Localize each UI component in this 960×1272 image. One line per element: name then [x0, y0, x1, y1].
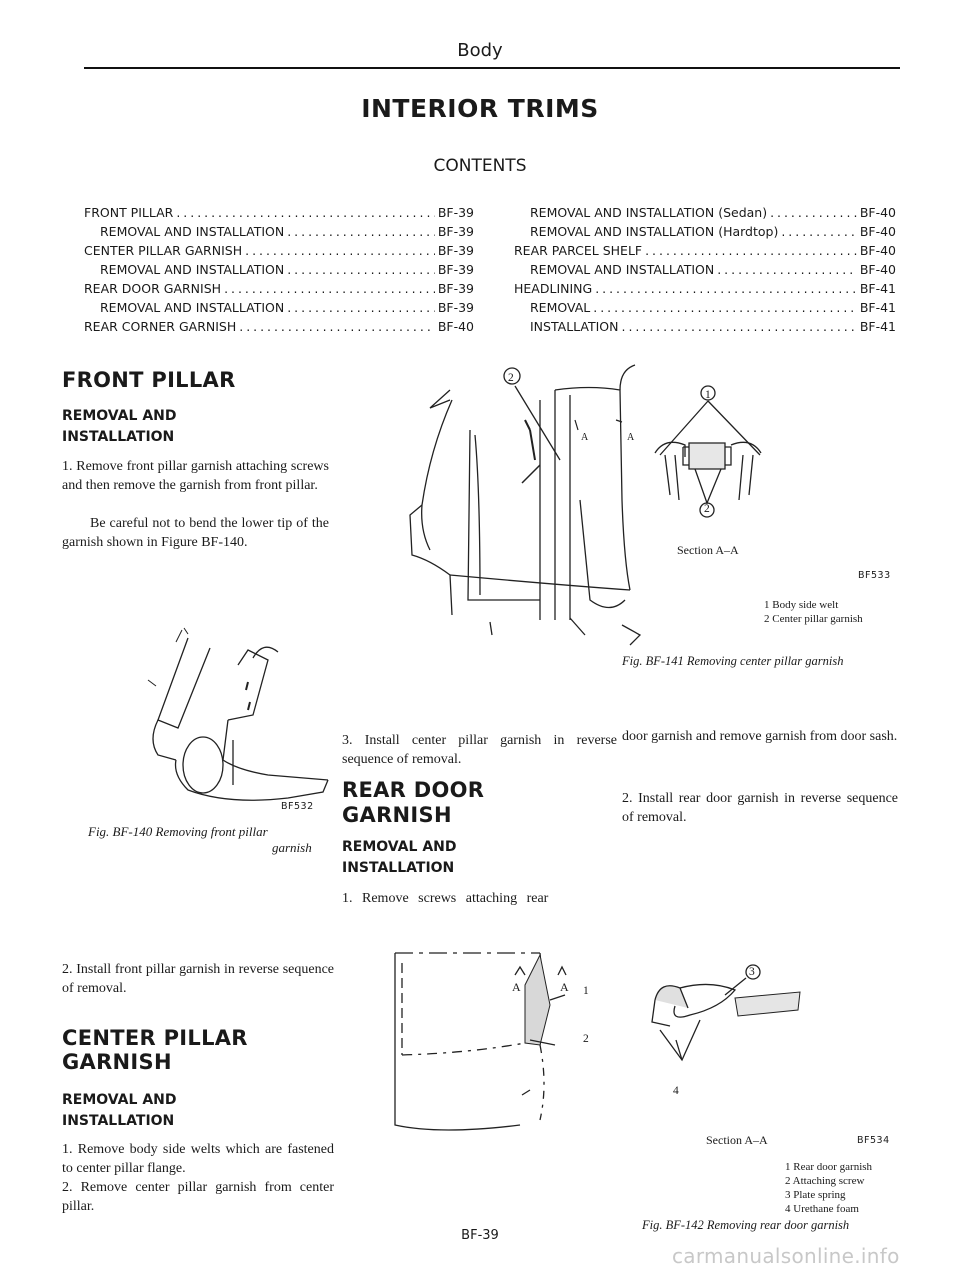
toc-entry: [530, 224, 896, 243]
toc-label: HEADLINING: [514, 281, 593, 296]
front-pillar-step-2: 2. Install front pillar garnish in reverse sequence of removal.: [62, 962, 334, 996]
section-label: Section A–A: [677, 543, 739, 557]
toc-page: BF-41: [859, 319, 896, 334]
center-pillar-step-3: 3. Install center pillar garnish in reverse sequence of removal.: [342, 733, 617, 767]
toc-entry: [100, 224, 474, 243]
figure-code: BF534: [857, 1135, 890, 1146]
callout-3: 3: [749, 966, 755, 978]
front-pillar-heading: FRONT PILLAR: [62, 368, 236, 392]
toc-label: REMOVAL AND INSTALLATION (Sedan): [530, 205, 768, 220]
toc-label: REAR PARCEL SHELF: [514, 243, 643, 258]
toc-page: BF-39: [437, 205, 474, 220]
toc-entry: [84, 205, 474, 224]
figure-caption: Fig. BF-142 Removing rear door garnish: [642, 1218, 850, 1232]
toc-page: BF-39: [437, 281, 474, 296]
toc-label: CENTER PILLAR GARNISH: [84, 243, 243, 258]
callout-1: 1: [583, 985, 589, 997]
toc-entry: [84, 243, 474, 262]
watermark: carmanualsonline.info: [672, 1244, 900, 1268]
figure-caption: Fig. BF-140 Removing front pillar: [88, 824, 268, 839]
toc-label: REAR DOOR GARNISH: [84, 281, 222, 296]
front-pillar-garnish-illustration: [128, 620, 328, 820]
toc-page: BF-41: [859, 300, 896, 315]
toc-entry: [514, 281, 896, 300]
page-title: INTERIOR TRIMS: [361, 94, 599, 123]
legend-item: 2 Attaching screw: [785, 1175, 865, 1187]
header-rule: [84, 67, 900, 69]
toc-page: BF-39: [437, 262, 474, 277]
toc-label: REMOVAL: [530, 300, 591, 315]
figure-legend: [785, 1160, 872, 1216]
toc-page: BF-40: [859, 224, 896, 239]
toc-label: REMOVAL AND INSTALLATION: [100, 262, 285, 277]
toc-entry: [530, 300, 896, 319]
callout-2: 2: [704, 503, 710, 515]
toc-page: BF-40: [859, 243, 896, 258]
front-pillar-note: Be careful not to bend the lower tip of the garnish shown in Figure BF-140.: [62, 516, 329, 550]
toc-label: REMOVAL AND INSTALLATION: [100, 224, 285, 239]
section-marker-a: A: [512, 980, 521, 994]
figure-code: BF532: [281, 801, 314, 812]
front-pillar-step-1: 1. Remove front pillar garnish attaching screws and then remove the garnish from front pillar.: [62, 459, 329, 493]
legend-item: 2 Center pillar garnish: [764, 613, 863, 625]
section-marker-a: A: [581, 432, 589, 443]
toc-page: BF-39: [437, 243, 474, 258]
toc-label: REAR CORNER GARNISH: [84, 319, 237, 334]
figure-caption: Fig. BF-141 Removing center pillar garnish: [622, 654, 844, 668]
rear-door-subheading-line1: REMOVAL AND: [342, 839, 457, 855]
toc-entry: [514, 243, 896, 262]
toc-page: BF-39: [437, 224, 474, 239]
toc-entry: [84, 319, 474, 338]
toc-label: INSTALLATION: [530, 319, 619, 334]
center-pillar-subheading-line1: REMOVAL AND: [62, 1092, 177, 1108]
toc-entry: [530, 205, 896, 224]
callout-2: 2: [508, 372, 514, 384]
legend-item: 3 Plate spring: [785, 1189, 846, 1201]
section-marker-a: A: [560, 980, 569, 994]
rear-door-step-1-continued: door garnish and remove garnish from door sash.: [622, 729, 898, 744]
front-pillar-subheading-line2: INSTALLATION: [62, 429, 175, 445]
section-label: Section A–A: [706, 1133, 768, 1147]
legend-item: 1 Rear door garnish: [785, 1161, 873, 1173]
contents-heading: CONTENTS: [433, 156, 527, 176]
page-number: BF-39: [461, 1228, 499, 1243]
section-detail-illustration: [645, 385, 775, 515]
section-marker-a: A: [627, 432, 635, 443]
toc-page: BF-39: [437, 300, 474, 315]
legend-item: 4 Urethane foam: [785, 1203, 859, 1215]
rear-door-heading-line2: GARNISH: [342, 803, 452, 827]
rear-door-heading: REAR DOOR: [342, 778, 485, 802]
running-header: Body: [457, 40, 503, 61]
rear-door-subheading-line2: INSTALLATION: [342, 860, 455, 876]
center-pillar-heading-line2: GARNISH: [62, 1050, 172, 1074]
toc-entry: [84, 281, 474, 300]
callout-1: 1: [705, 389, 711, 401]
front-pillar-subheading-line1: REMOVAL AND: [62, 408, 177, 424]
toc-label: REMOVAL AND INSTALLATION: [530, 262, 715, 277]
toc-entry: [530, 319, 896, 338]
toc-page: BF-40: [859, 262, 896, 277]
callout-2: 2: [583, 1033, 589, 1045]
figure-code: BF533: [858, 570, 891, 581]
toc-label: REMOVAL AND INSTALLATION: [100, 300, 285, 315]
section-detail-illustration: [640, 960, 820, 1070]
toc-page: BF-40: [859, 205, 896, 220]
rear-door-step-1: 1. Remove screws attaching rear: [342, 891, 549, 906]
center-pillar-heading: CENTER PILLAR: [62, 1026, 248, 1050]
center-pillar-subheading-line2: INSTALLATION: [62, 1113, 175, 1129]
legend-item: 1 Body side welt: [764, 599, 839, 611]
rear-door-step-2: 2. Install rear door garnish in reverse sequence of removal.: [622, 791, 898, 825]
toc-page: BF-40: [437, 319, 474, 334]
figure-legend: [764, 598, 863, 626]
toc-entry: [530, 262, 896, 281]
toc-entry: [100, 262, 474, 281]
center-pillar-step-2: 2. Remove center pillar garnish from center pillar.: [62, 1180, 334, 1214]
toc-entry: [100, 300, 474, 319]
toc-label: FRONT PILLAR: [84, 205, 174, 220]
rear-door-illustration: [380, 945, 640, 1135]
toc-label: REMOVAL AND INSTALLATION (Hardtop): [530, 224, 779, 239]
figure-caption-line2: garnish: [272, 840, 312, 855]
toc-page: BF-41: [859, 281, 896, 296]
center-pillar-step-1: 1. Remove body side welts which are fastened to center pillar flange.: [62, 1142, 334, 1176]
callout-4: 4: [673, 1085, 679, 1097]
